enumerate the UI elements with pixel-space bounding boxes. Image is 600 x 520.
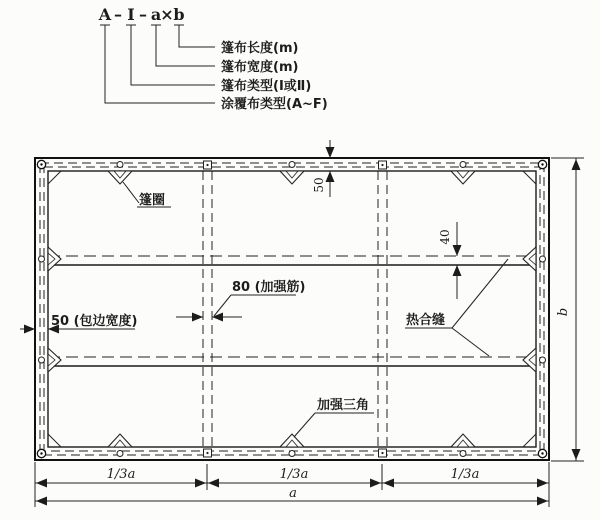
tarp-outline — [35, 158, 549, 460]
corner-grommet — [37, 449, 45, 457]
dim-total-width-value: a — [289, 486, 297, 501]
corner-grommet — [538, 449, 546, 457]
dim-third-1: 1/3a — [106, 467, 136, 482]
dim-seam-overlap-value: 40 — [438, 229, 452, 245]
tarp-plan-view — [35, 158, 549, 460]
dim-seam-overlap-40 — [438, 222, 457, 299]
edge-triangle-left — [39, 247, 62, 271]
code-part-tarp-type: Ⅰ — [127, 5, 135, 24]
code-part-length: b — [173, 5, 185, 24]
callout-hem-width-label: 50 (包边宽度) — [51, 314, 138, 329]
hem-stitch-outer — [40, 163, 544, 455]
dim-top-hem-value: 50 — [312, 177, 326, 193]
code-leader-lines — [105, 25, 215, 103]
rib-grommet-square — [204, 161, 212, 169]
edge-triangle-top — [108, 162, 132, 185]
edge-triangle-right — [523, 247, 546, 271]
designation-code-block — [98, 5, 328, 112]
label-coated-fabric-type: 涂覆布类型(A~F) — [221, 97, 328, 112]
callout-reinforce-triangle — [294, 397, 374, 437]
code-multiply-sign: × — [160, 5, 174, 24]
heat-seam-1 — [48, 256, 536, 265]
edge-triangle-top — [280, 162, 304, 185]
callout-grommet-label: 篷圈 — [139, 193, 166, 208]
label-tarp-width: 篷布宽度(m) — [221, 60, 299, 75]
callout-rib — [176, 279, 306, 317]
code-part-width: a — [150, 5, 162, 24]
dim-total-height-value: b — [556, 307, 571, 317]
edge-triangle-bottom — [280, 434, 304, 457]
edge-triangle-right — [523, 348, 546, 372]
label-tarp-length: 篷布长度(m) — [221, 41, 299, 56]
hem-inner-edge — [48, 171, 536, 447]
code-separator: – — [139, 5, 147, 24]
dim-top-hem-50 — [312, 140, 330, 197]
hem-stitch-inner — [44, 167, 540, 451]
dim-total-width — [35, 486, 549, 501]
reinforcement-rib-2 — [378, 171, 387, 447]
edge-triangle-top — [451, 162, 475, 185]
edge-triangle-left — [39, 348, 62, 372]
callout-heat-seam-label: 热合缝 — [406, 313, 446, 328]
callout-reinforce-triangle-label: 加强三角 — [317, 398, 370, 413]
code-separator: – — [114, 5, 122, 24]
edge-triangle-bottom — [451, 434, 475, 457]
callout-rib-label: 80 (加强筋) — [232, 280, 306, 295]
dim-third-2: 1/3a — [279, 467, 309, 482]
edge-triangle-bottom — [108, 434, 132, 457]
rib-grommet-square — [204, 449, 212, 457]
corner-chamfers — [48, 171, 536, 447]
rib-grommet-square — [379, 161, 387, 169]
heat-seam-2 — [48, 357, 536, 366]
dim-third-3: 1/3a — [450, 467, 480, 482]
callout-grommet — [123, 182, 171, 208]
corner-grommet — [538, 160, 546, 168]
callout-hem-width — [20, 313, 138, 329]
dim-total-height — [551, 158, 584, 461]
rib-grommet-square — [379, 449, 387, 457]
reinforcement-rib-1 — [203, 171, 212, 447]
label-tarp-type: 篷布类型(Ⅰ或Ⅱ) — [221, 79, 312, 94]
corner-grommet — [37, 160, 45, 168]
code-part-coated-type: A — [98, 5, 112, 24]
